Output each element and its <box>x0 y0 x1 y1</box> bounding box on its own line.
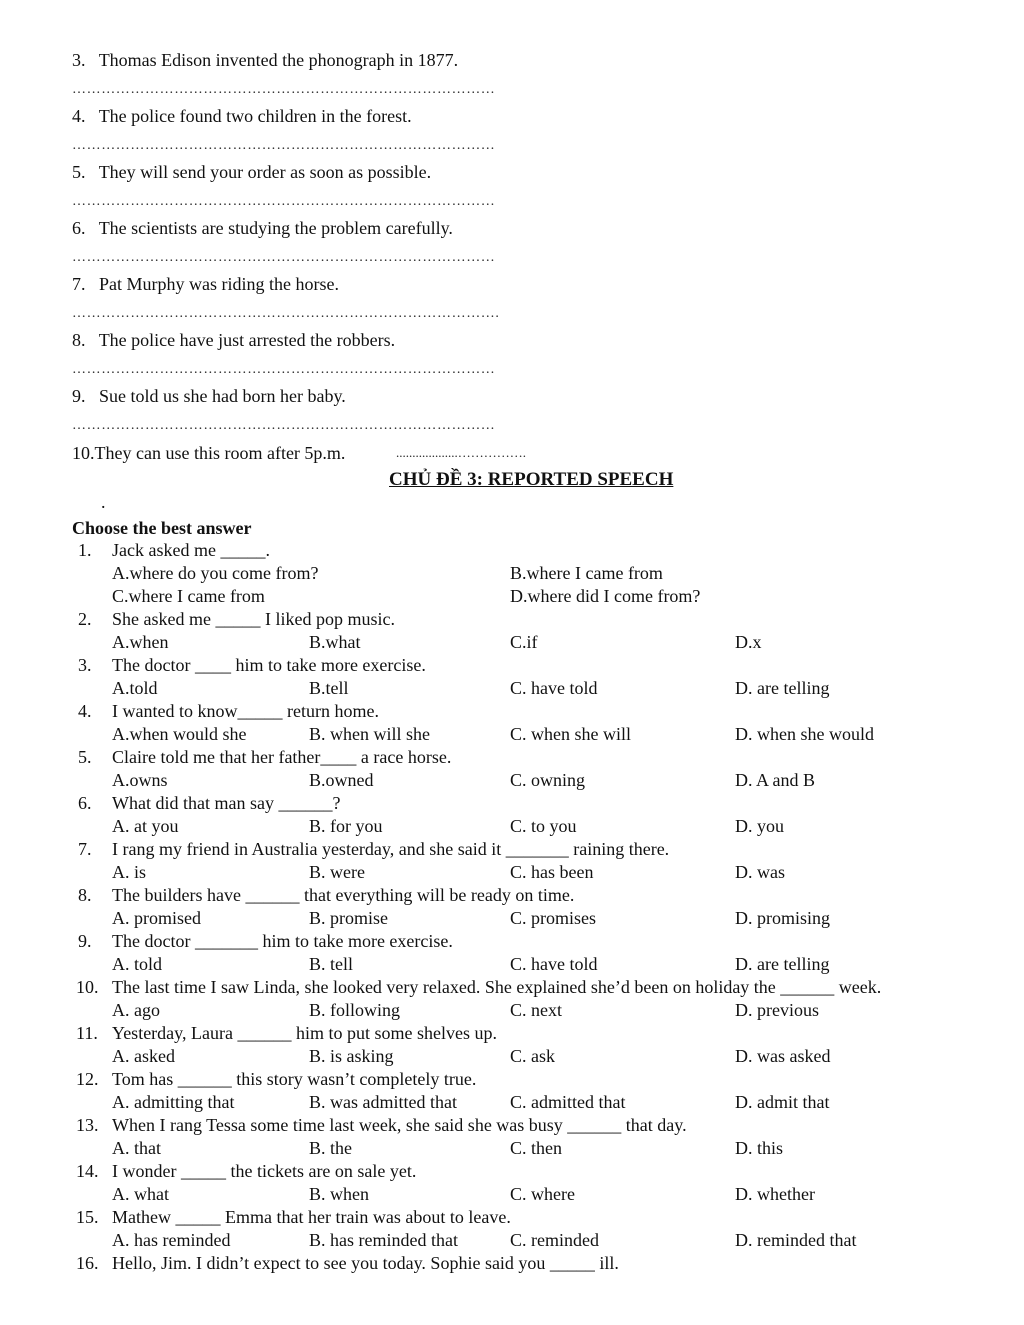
option-c[interactable]: C.if <box>510 632 538 652</box>
question-text: The last time I saw Linda, she looked very relaxed. She explained she’d been on holiday the ______ week. <box>112 977 882 997</box>
item-7 <box>72 274 339 294</box>
stray-dot: . <box>101 492 106 512</box>
question-text: Claire told me that her father____ a race horse. <box>112 747 452 767</box>
option-c[interactable]: C. to you <box>510 816 577 836</box>
option-b[interactable]: B. the <box>309 1138 352 1158</box>
question-text: Jack asked me _____. <box>112 540 270 560</box>
question-text: I wonder _____ the tickets are on sale yet. <box>112 1161 417 1181</box>
option-b[interactable]: B.where I came from <box>510 563 663 583</box>
option-c[interactable]: C. have told <box>510 954 598 974</box>
item-number: 9. <box>72 386 86 406</box>
item-text: They will send your order as soon as possible. <box>98 162 432 182</box>
option-c[interactable]: C. ask <box>510 1046 555 1066</box>
question-text: What did that man say ______? <box>112 793 341 813</box>
option-a[interactable]: A.owns <box>112 770 168 790</box>
option-b[interactable]: B. were <box>309 862 365 882</box>
question-number: 9. <box>78 931 92 951</box>
item-text: Thomas Edison invented the phonograph in 1877. <box>98 50 459 70</box>
item-text: Pat Murphy was riding the horse. <box>99 274 339 294</box>
option-d[interactable]: D. when she would <box>735 724 874 744</box>
answer-line[interactable]: …………………………………………………………………………… <box>72 362 496 377</box>
question-text: Tom has ______ this story wasn’t completely true. <box>112 1069 477 1089</box>
answer-line[interactable]: …………………………………………………………………………… <box>72 418 496 433</box>
option-c[interactable]: C. has been <box>510 862 594 882</box>
option-b[interactable]: B. for you <box>309 816 383 836</box>
option-a[interactable]: A. admitting that <box>112 1092 235 1112</box>
option-b[interactable]: B. when <box>309 1184 369 1204</box>
option-a[interactable]: A. that <box>112 1138 161 1158</box>
option-a[interactable]: A. ago <box>112 1000 160 1020</box>
question-number: 7. <box>78 839 92 859</box>
question-text: I rang my friend in Australia yesterday, and she said it _______ raining there. <box>112 839 670 859</box>
option-c[interactable]: C.where I came from <box>112 586 265 606</box>
question-number: 8. <box>78 885 92 905</box>
item-number: 4. <box>72 106 86 126</box>
item-text: Sue told us she had born her baby. <box>99 386 346 406</box>
option-d[interactable]: D. was asked <box>735 1046 831 1066</box>
option-c[interactable]: C. reminded <box>510 1230 599 1250</box>
item-number: 6. <box>72 218 86 238</box>
question-number: 1. <box>78 540 92 560</box>
option-c[interactable]: C. have told <box>510 678 598 698</box>
option-d[interactable]: D. this <box>735 1138 784 1158</box>
option-c[interactable]: C. then <box>510 1138 562 1158</box>
answer-line[interactable]: …………………………………………………………………………… <box>72 250 496 265</box>
option-a[interactable]: A. has reminded <box>112 1230 231 1250</box>
option-a[interactable]: A.where do you come from? <box>112 563 319 583</box>
option-b[interactable]: B. following <box>309 1000 401 1020</box>
question-text: The doctor ____ him to take more exercise. <box>112 655 426 675</box>
question-number: 5. <box>78 747 92 767</box>
option-d[interactable]: D. reminded that <box>735 1230 857 1250</box>
option-b[interactable]: B. is asking <box>309 1046 394 1066</box>
option-d[interactable]: D. promising <box>735 908 831 928</box>
question-number: 6. <box>78 793 92 813</box>
option-a[interactable]: A.told <box>112 678 158 698</box>
item-number: 7. <box>72 274 86 294</box>
option-b[interactable]: B. was admitted that <box>309 1092 457 1112</box>
option-d[interactable]: D. A and B <box>735 770 816 790</box>
question-text: The doctor _______ him to take more exercise. <box>112 931 453 951</box>
answer-line[interactable]: …………………………………………………………………………… <box>72 138 496 153</box>
question-number: 16. <box>76 1253 99 1273</box>
option-d[interactable]: D. are telling <box>735 678 830 698</box>
item-text: The scientists are studying the problem carefully. <box>98 218 453 238</box>
question-number: 13. <box>76 1115 99 1135</box>
question-number: 3. <box>78 655 92 675</box>
item-10 <box>72 443 345 463</box>
answer-line[interactable]: ...................……………. <box>396 445 526 460</box>
item-text: The police found two children in the forest. <box>98 106 412 126</box>
option-c[interactable]: C. when she will <box>510 724 631 744</box>
option-b[interactable]: B.tell <box>309 678 349 698</box>
option-a[interactable]: A. asked <box>112 1046 175 1066</box>
option-d[interactable]: D.x <box>735 632 762 652</box>
answer-line[interactable]: …………………………………………………………………………… <box>72 194 496 209</box>
item-3 <box>72 50 458 70</box>
item-number: 3. <box>72 50 86 70</box>
option-d[interactable]: D. previous <box>735 1000 819 1020</box>
question-text: She asked me _____ I liked pop music. <box>112 609 395 629</box>
question-text: I wanted to know_____ return home. <box>112 701 379 721</box>
question-text: Mathew _____ Emma that her train was about to leave. <box>112 1207 511 1227</box>
question-number: 4. <box>78 701 92 721</box>
option-b[interactable]: B. promise <box>309 908 388 928</box>
option-d[interactable]: D. whether <box>735 1184 815 1204</box>
option-c[interactable]: C. admitted that <box>510 1092 626 1112</box>
question-number: 15. <box>76 1207 99 1227</box>
item-5 <box>72 162 431 182</box>
question-text: When I rang Tessa some time last week, she said she was busy ______ that day. <box>112 1115 687 1135</box>
answer-line[interactable]: ……………………………………………………………………………. <box>72 306 500 321</box>
option-b[interactable]: B.what <box>309 632 361 652</box>
item-4 <box>72 106 412 126</box>
option-d[interactable]: D.where did I come from? <box>510 586 701 606</box>
option-b[interactable]: B. when will she <box>309 724 430 744</box>
item-8 <box>72 330 395 350</box>
option-c[interactable]: C. owning <box>510 770 586 790</box>
option-d[interactable]: D. admit that <box>735 1092 830 1112</box>
option-a[interactable]: A. what <box>112 1184 169 1204</box>
option-d[interactable]: D. was <box>735 862 785 882</box>
item-text: 10.They can use this room after 5p.m. <box>72 443 346 463</box>
option-a[interactable]: A.when would she <box>112 724 247 744</box>
question-number: 14. <box>76 1161 99 1181</box>
item-9 <box>72 386 346 406</box>
option-a[interactable]: A.when <box>112 632 169 652</box>
question-number: 2. <box>78 609 92 629</box>
question-number: 10. <box>76 977 99 997</box>
option-b[interactable]: B.owned <box>309 770 374 790</box>
question-text: The builders have ______ that everything will be ready on time. <box>112 885 575 905</box>
item-text: The police have just arrested the robbers. <box>98 330 396 350</box>
option-c[interactable]: C. next <box>510 1000 562 1020</box>
option-d[interactable]: D. you <box>735 816 784 836</box>
option-c[interactable]: C. where <box>510 1184 575 1204</box>
item-number: 5. <box>72 162 86 182</box>
question-number: 11. <box>76 1023 98 1043</box>
question-text: Yesterday, Laura ______ him to put some shelves up. <box>112 1023 497 1043</box>
item-6 <box>72 218 453 238</box>
instruction: Choose the best answer <box>72 518 252 538</box>
option-c[interactable]: C. promises <box>510 908 597 928</box>
option-b[interactable]: B. tell <box>309 954 353 974</box>
item-number: 8. <box>72 330 86 350</box>
section-title: CHỦ ĐỀ 3: REPORTED SPEECH <box>389 469 674 490</box>
option-a[interactable]: A. promised <box>112 908 201 928</box>
option-a[interactable]: A. is <box>112 862 147 882</box>
option-b[interactable]: B. has reminded that <box>309 1230 458 1250</box>
option-a[interactable]: A. told <box>112 954 163 974</box>
answer-line[interactable]: …………………………………………………………………………… <box>72 82 496 97</box>
option-a[interactable]: A. at you <box>112 816 179 836</box>
question-number: 12. <box>76 1069 99 1089</box>
question-text: Hello, Jim. I didn’t expect to see you today. Sophie said you _____ ill. <box>112 1253 619 1273</box>
option-d[interactable]: D. are telling <box>735 954 830 974</box>
